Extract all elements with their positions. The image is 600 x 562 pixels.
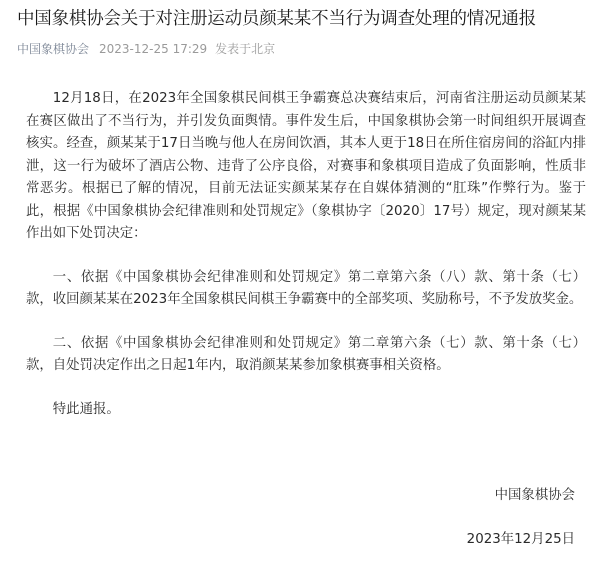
article-source[interactable]: 中国象棋协会 xyxy=(17,42,90,56)
article-body xyxy=(26,88,586,421)
paragraph-penalty-1: 一、依据《中国象棋协会纪律准则和处罚规定》第二章第六条（八）款、第十条（七）款，收回颜某某在2023年全国象棋民间棋王争霸赛中的全部奖项、奖励称号，不予发放奖金。 xyxy=(26,269,586,307)
article-title: 中国象棋协会关于对注册运动员颜某某不当行为调查处理的情况通报 xyxy=(17,9,536,29)
paragraph-closing: 特此通报。 xyxy=(52,401,120,417)
paragraph-intro: 12月18日，在2023年全国象棋民间棋王争霸赛总决赛结束后，河南省注册运动员颜某某在赛区做出了不当行为，并引发负面舆情。事件发生后，中国象棋协会第一时间组织开展调查核实。经查，颜某某于17日当晚与他人在房间饮酒，其本人更于18日在所住宿房间的浴缸内排泄，这一行为破坏了酒店公物、违背了公序良俗，对赛事和象棋项目造成了负面影响，性质非常恶劣。根据已了解的情况，目前无法证实颜某某存在自媒体猜测的“肛珠”作弊行为。鉴于此，根据《中国象棋协会纪律准则和处罚规定》（象棋协字〔2020〕17号）规定，现对颜某某作出如下处罚决定： xyxy=(26,91,586,241)
signature-date: 2023年12月25日 xyxy=(466,532,575,547)
article-timestamp: 2023-12-25 17:29 xyxy=(99,42,208,56)
signature-organization: 中国象棋协会 xyxy=(494,488,575,503)
paragraph-penalty-2: 二、依据《中国象棋协会纪律准则和处罚规定》第二章第六条（七）款、第十条（七）款，自处罚决定作出之日起1年内，取消颜某某参加象棋赛事相关资格。 xyxy=(26,335,586,373)
article-meta xyxy=(17,40,275,58)
article-location: 发表于北京 xyxy=(215,42,276,56)
